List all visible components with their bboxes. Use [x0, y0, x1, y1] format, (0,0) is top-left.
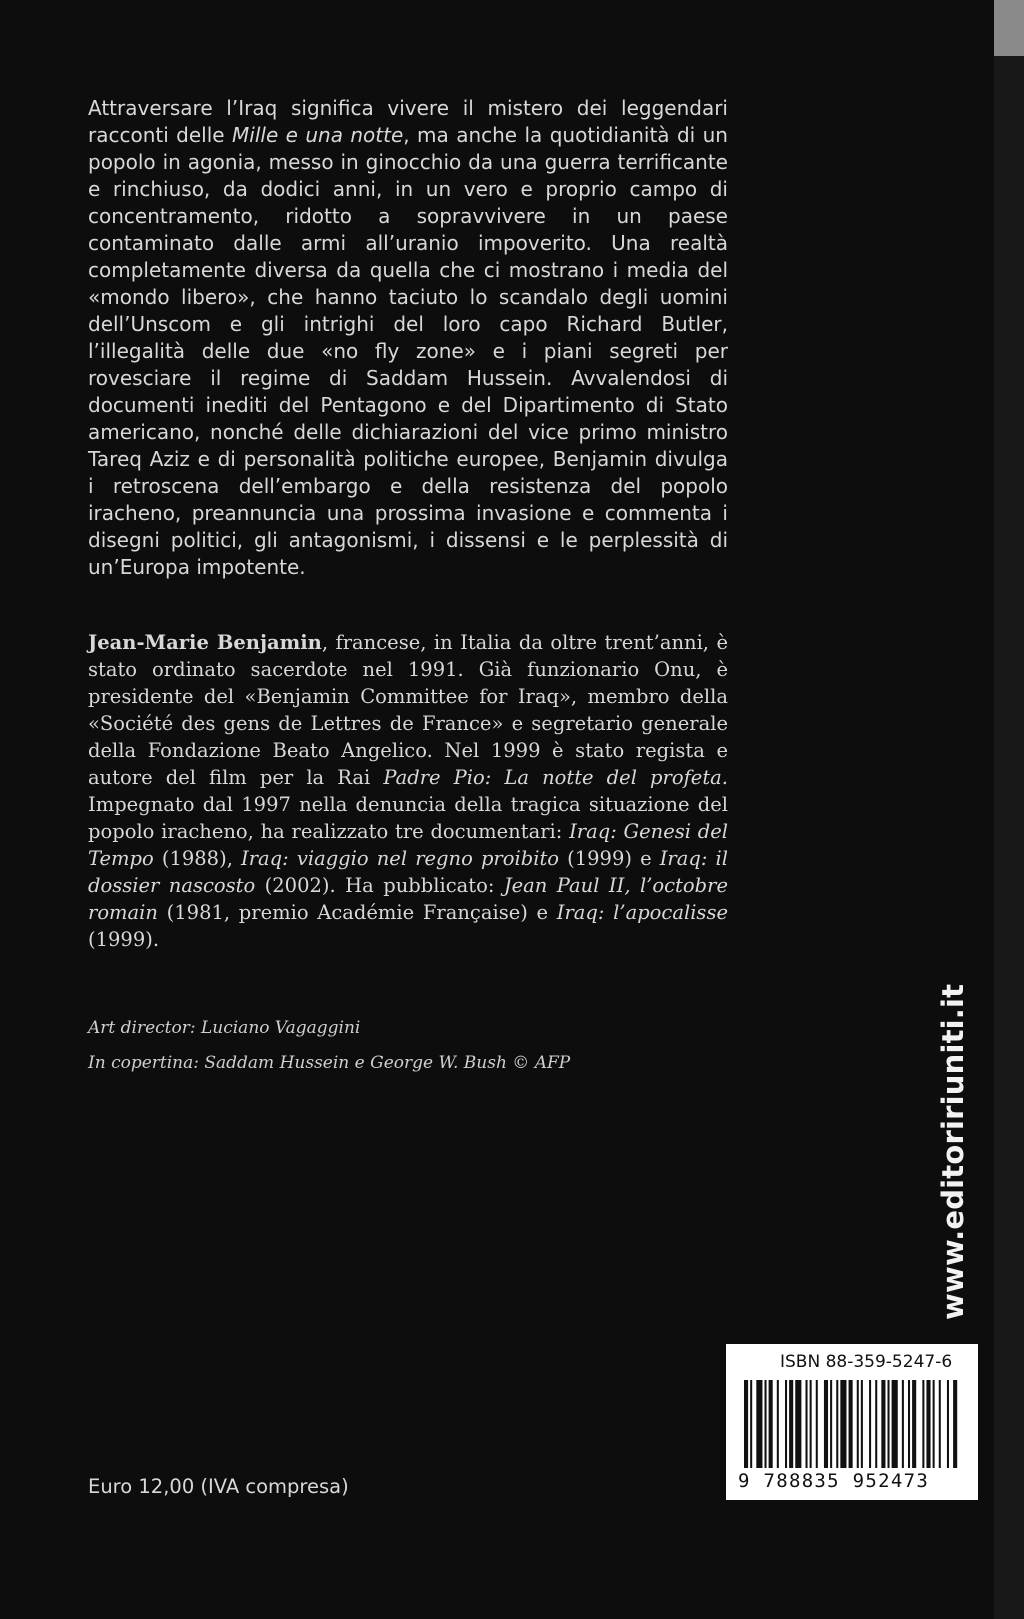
barcode-bar	[824, 1380, 828, 1468]
bio-doc-2: Iraq: viaggio nel regno proibito	[241, 847, 560, 870]
barcode-bar	[933, 1380, 935, 1468]
barcode-bar	[875, 1380, 877, 1468]
barcode-bar	[806, 1380, 808, 1468]
barcode-bar	[789, 1380, 793, 1468]
barcode-bar	[869, 1380, 871, 1468]
book-blurb	[88, 95, 728, 581]
bio-book-2: Iraq: l’apocalisse	[556, 901, 728, 924]
barcode-bar	[816, 1380, 818, 1468]
barcode-bar	[926, 1380, 930, 1468]
bio-doc-3: Iraq: il dossier nascosto	[88, 847, 729, 897]
author-bio	[88, 629, 728, 953]
barcode-bar	[840, 1380, 846, 1468]
bio-film-title: Padre Pio: La notte del profeta.	[383, 766, 728, 789]
barcode-bar	[849, 1380, 853, 1468]
bio-text-7: (1999).	[88, 928, 160, 951]
barcode-bar	[836, 1380, 838, 1468]
barcode-bar	[953, 1380, 957, 1468]
bio-text-2: Impegnato dal 1997 nella denuncia della tragica situazione del popolo iracheno, ha realizzato tre documentari:	[88, 793, 728, 843]
barcode-bar	[857, 1380, 859, 1468]
barcode-bar	[744, 1380, 748, 1468]
bio-book-1: Jean Paul II, l’octobre romain	[88, 874, 728, 924]
barcode-bar	[810, 1380, 812, 1468]
blurb-text-2: , ma anche la quotidianità di un popolo in agonia, messo in ginocchio da una guerra terrificante e rinchiuso, da dodici anni, in un vero e proprio campo di concentramento, ridotto a sopravvivere in un paese contaminato dalle armi all’uranio impoverito. Una realtà completamente diversa da quella che ci mostrano i media del «mondo libero», che hanno taciuto lo scandalo degli uomini dell’Unscom e gli intrighi del loro capo Richard Butler, l’illegalità delle due «no fly zone» e i piani segreti per rovesciare il regime di Saddam Hussein. Avvalendosi di documenti inediti del Pentagono e del Dipartimento di Stato americano, nonché delle dichiarazioni del vice primo ministro Tareq Aziz e di personalità politiche europee, Benjamin divulga i retroscena dell’embargo e della resistenza del popolo iracheno, preannuncia una prossima invasione e commenta i disegni politici, gli antagonismi, i dissensi e le perplessità di un’Europa impotente.	[88, 123, 728, 579]
barcode-bar	[756, 1380, 762, 1468]
spine-edge	[994, 0, 1024, 1619]
blurb-title-italic: Mille e una notte	[232, 123, 404, 147]
barcode-panel	[726, 1344, 978, 1500]
ean-digits: 9 788835 952473	[738, 1470, 930, 1492]
barcode-bar	[765, 1380, 767, 1468]
barcode-bar	[939, 1380, 941, 1468]
barcode-bar	[777, 1380, 779, 1468]
barcode-bar	[947, 1380, 949, 1468]
barcode-bar	[908, 1380, 910, 1468]
barcode-icon	[744, 1380, 960, 1468]
bio-text-4: (1999) e	[559, 847, 660, 870]
author-name: Jean-Marie Benjamin	[88, 631, 322, 654]
bio-text-3: (1988),	[153, 847, 242, 870]
cover-photo-credit: In copertina: Saddam Hussein e George W. Bush © AFP	[88, 1053, 571, 1073]
bio-text-5: (2002). Ha pubblicato:	[255, 874, 504, 897]
corner-tab	[994, 0, 1024, 56]
barcode-bar	[830, 1380, 832, 1468]
bio-text-6: (1981, premio Académie Française) e	[157, 901, 557, 924]
barcode-bar	[902, 1380, 904, 1468]
barcode-bar	[892, 1380, 898, 1468]
barcode-bar	[888, 1380, 890, 1468]
art-director-credit: Art director: Luciano Vagaggini	[88, 1018, 361, 1038]
barcode-bar	[861, 1380, 863, 1468]
barcode-bar	[795, 1380, 801, 1468]
price-label: Euro 12,00 (IVA compresa)	[88, 1475, 349, 1498]
barcode-bar	[912, 1380, 916, 1468]
credits	[88, 1017, 688, 1087]
barcode-bar	[769, 1380, 773, 1468]
barcode-bar	[785, 1380, 787, 1468]
publisher-website: www.editoririuniti.it	[936, 983, 970, 1320]
barcode-bar	[881, 1380, 885, 1468]
barcode-bar	[750, 1380, 752, 1468]
bio-text-1: , francese, in Italia da oltre trent’anni, è stato ordinato sacerdote nel 1991. Già funzionario Onu, è presidente del «Benjamin Committee for Iraq», membro della «Société des gens de Lettres de France» e segretario generale della Fondazione Beato Angelico. Nel 1999 è stato regista e autore del film per la Rai	[88, 631, 728, 789]
blurb-text-1: Attraversare l’Iraq significa vivere il mistero dei leggendari racconti delle	[88, 96, 728, 147]
bio-doc-1: Iraq: Genesi del Tempo	[88, 820, 728, 870]
barcode-bar	[922, 1380, 924, 1468]
isbn-label: ISBN 88-359-5247-6	[780, 1352, 953, 1372]
